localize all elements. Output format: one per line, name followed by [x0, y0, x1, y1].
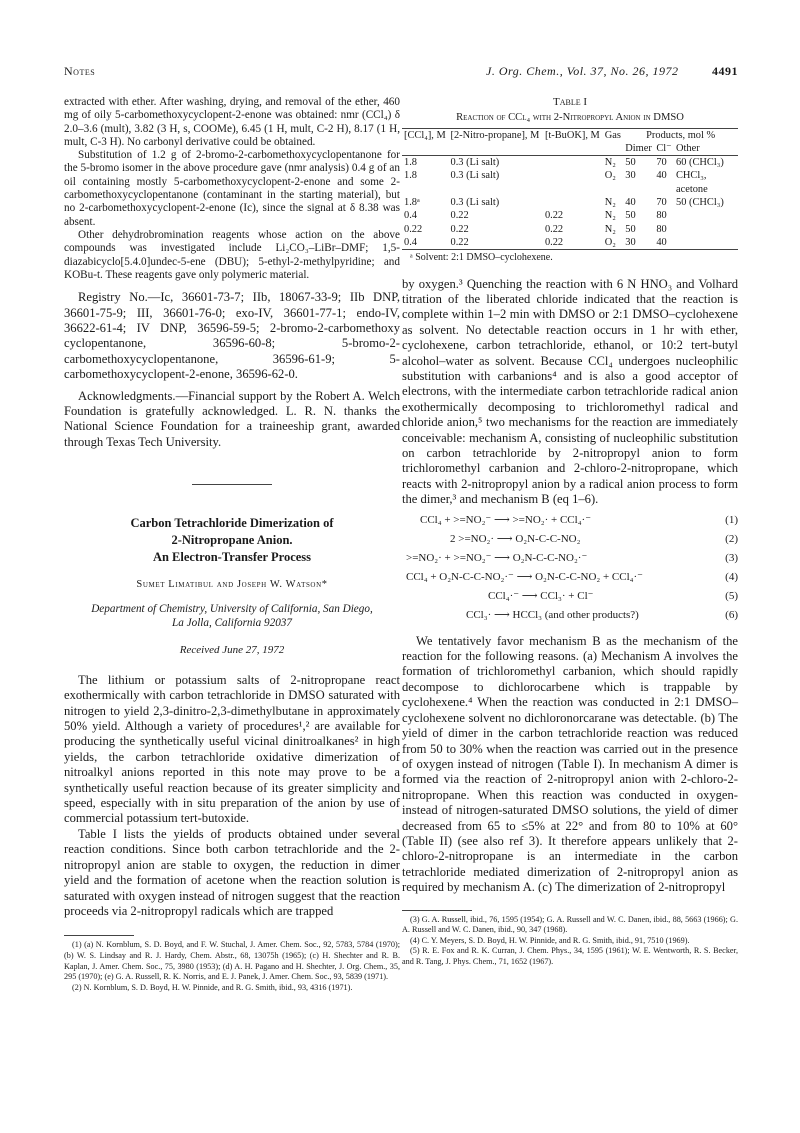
table-cell: 0.3 (Li salt) — [450, 170, 500, 182]
experimental-paragraph: extracted with ether. After washing, drying, and removal of the ether, 460 mg of oily 5-carbomethoxycyclopent-2-enone was obtained: nmr (CCl₄) δ 2.0–3.6 (mult), 3.82 (3 H, s, COOMe), 6.45 (1 H, mult, C-2 H), 8.17 (1 H, mult, C-3 H). No carbonyl derivative could be obtained. — [64, 96, 400, 148]
table-cell: 0.22 — [544, 210, 564, 222]
table-cell: 80 — [656, 223, 667, 235]
table-row — [402, 236, 738, 249]
body-paragraph: Table I lists the yields of products obtained under several reaction conditions. Since both carbon tetrachloride and the 2-nitropropyl anion are stable to oxygen, the reduction in dimer yield and the formation of acetone when the reaction solution is saturated with oxygen instead of nitrogen suggest that the reaction proceeds via 2-nitropropyl radicals which are trapped — [64, 826, 400, 918]
equations-block — [402, 514, 738, 630]
equation-number: (5) — [725, 589, 738, 602]
table-cell: N₂ — [604, 223, 616, 235]
table-cell: 40 — [656, 170, 667, 182]
experimental-paragraph: Other dehydrobromination reagents whose action on the above compounds was investigated include Li₂CO₃–LiBr–DMF; 1,5-diazabicyclo[5.4.0]undec-5-ene (DBU); 5-ethyl-2-methylpyridine; and KOBu-t. These reagents gave only polymeric material. — [64, 228, 400, 281]
article-title: Carbon Tetrachloride Dimerization of — [130, 516, 334, 531]
table-header: Products, mol % — [646, 129, 716, 141]
table-cell: 0.22 — [544, 223, 564, 235]
table-cell: 60 (CHCl₃) — [676, 157, 724, 169]
equation: CCl₄·⁻ ⟶ CCl₃· + Cl⁻ — [488, 589, 594, 602]
running-header-journal: J. Org. Chem., Vol. 37, No. 26, 1972 — [486, 64, 679, 78]
table-cell: O₂ — [604, 170, 616, 182]
table-cell: 0.22 — [450, 236, 469, 248]
table-header: Other — [676, 142, 700, 154]
table-cell: 0.22 — [544, 236, 564, 248]
table-cell — [674, 223, 738, 236]
table-cell: 70 — [656, 197, 667, 209]
table-cell: 70 — [656, 157, 667, 169]
table-cell: 0.4 — [404, 210, 417, 222]
equation: CCl₃· ⟶ HCCl₃ (and other products?) — [466, 608, 639, 621]
table-cell: 40 — [656, 236, 667, 248]
table-header: [2-Nitro-propane], M — [450, 129, 540, 141]
equation: 2 >=NO₂· ⟶ O₂N-C-C-NO₂ — [450, 532, 581, 545]
table-cell: 40 — [625, 197, 636, 209]
table-cell: 50 — [625, 210, 636, 222]
footnote: (2) N. Kornblum, S. D. Boyd, H. W. Pinnide, and R. G. Smith, ibid., 93, 4316 (1971). — [72, 982, 353, 992]
registry-numbers: Registry No.—Ic, 36601-73-7; IIb, 18067-33-9; IIb DNP, 36601-75-9; III, 36601-76-0; exo-IV, 36601-77-1; endo-IV, 36622-61-4; IV DNP, 36596-59-5; 2-bromo-2-carbomethoxy cyclopentanone, 36596-60-8; 5-bromo-2-carbomethoxycyclopentanone, 36596-61-9; 5-carbomethoxycyclopent-2-enone, 36596-62-0. — [64, 290, 400, 382]
experimental-paragraph: Substitution of 1.2 g of 2-bromo-2-carbomethoxycyclopentanone for the 5-bromo isomer in the above procedure gave (nmr analysis) 0.4 g of an oil containing mostly 5-carbomethoxycyclopent-2-enone and some 2-carbomethoxycyclopentanone (contaminant in the starting material), but no 2-carbomethoxycyclopent-2-enone (Ic), since the signal at δ 8.38 was absent. — [64, 149, 400, 228]
table-cell: 0.22 — [404, 223, 423, 235]
footnote: (1) (a) N. Kornblum, S. D. Boyd, and F. W. Stuchal, J. Amer. Chem. Soc., 92, 5783, 5784 (1970); (b) W. S. Lindsay and R. J. Hardy, Chem. Abstr., 68, 13075h (1965); (c) H. Shechter and R. B. Kaplan, J. Amer. Chem. Soc., 75, 3980 (1953); (d) A. H. Pagano and H. Shechter, J. Org. Chem., 35, 295 (1970); (e) G. A. Russell, R. K. Norris, and E. J. Panek, J. Amer. Chem. Soc., 93, 5839 (1971). — [64, 940, 400, 982]
section-divider — [192, 484, 272, 485]
right-column — [402, 96, 738, 968]
table-row — [402, 169, 738, 196]
table-header-row — [402, 129, 738, 142]
footnote: (3) G. A. Russell, ibid., 76, 1595 (1954); G. A. Russell and W. C. Danen, ibid., 88, 5663 (1966); G. A. Russell and W. C. Danen, ibid., 90, 347 (1968). — [402, 914, 738, 935]
table-cell: CHCl₃, acetone — [676, 170, 708, 195]
table-cell: 0.4 — [404, 236, 417, 248]
table-cell: 0.22 — [450, 223, 469, 235]
table-row — [402, 156, 738, 169]
table-cell — [543, 156, 603, 169]
body-paragraph: We tentatively favor mechanism B as the mechanism of the reaction for the following reasons. (a) Mechanism A involves the formation of trichloromethyl carbanion, which should rapidly decompose to dichlorocarbene which is trappable by cyclohexene.⁴ When the reaction was conducted in 2:1 DMSO–cyclohexene solvent no dichloronorcarane was detectable. (b) The yield of dimer in the carbon tetrachloride reaction was reduced from 50 to 30% when the reaction was carried out in the presence of oxygen instead of nitrogen (Table I). In mechanism A dimer is formed via the reaction of 2-nitropropyl anion with 2-chloro-2-nitropropane. When this reaction was conducted in oxygen- instead of nitrogen-saturated DMSO solutions, the yield of dimer decreased from 65 to ≤5% at 22° and from 80 to 10% at 60° (Table II) (see also ref 3). It therefore appears unlikely that 2-chloro-2-nitropropane is an intermediate in the carbon tetrachloride mediated dimerization of 2-nitropropyl anion as required by mechanism A. (c) The dimerization of 2-nitropropyl — [402, 633, 738, 895]
affiliation: Department of Chemistry, University of California, San Diego, — [91, 602, 373, 615]
table-cell: N₂ — [604, 157, 616, 169]
running-header-section: Notes — [64, 64, 96, 78]
table-row — [402, 209, 738, 222]
table-row — [402, 196, 738, 209]
table-cell — [674, 209, 738, 222]
table-cell: 30 — [625, 236, 636, 248]
table-cell: 50 (CHCl₃) — [676, 197, 724, 209]
equation: CCl₄ + O₂N-C-C-NO₂·⁻ ⟶ O₂N-C-C-NO₂ + CCl₄·⁻ — [406, 570, 643, 583]
footnote: (4) C. Y. Meyers, S. D. Boyd, H. W. Pinnide, and R. G. Smith, ibid., 91, 7510 (1969). — [410, 935, 690, 945]
equation: CCl₄ + >=NO₂⁻ ⟶ >=NO₂· + CCl₄·⁻ — [420, 513, 592, 526]
table-cell: 80 — [656, 210, 667, 222]
table-cell: 50 — [625, 223, 636, 235]
article-authors: Sumet Limatibul and Joseph W. Watson* — [136, 579, 328, 591]
table-subheader-row — [402, 142, 738, 155]
equation-number: (2) — [725, 532, 738, 545]
table-cell: 1.8 — [404, 157, 417, 169]
table-cell: 30 — [625, 170, 636, 182]
table-header: Dimer — [625, 142, 652, 154]
left-column — [64, 96, 400, 993]
table-header: Gas — [604, 129, 621, 141]
equation-number: (4) — [725, 570, 738, 583]
table-cell: 50 — [625, 157, 636, 169]
page-number: 4491 — [712, 64, 738, 78]
footnote: (5) R. E. Fox and R. K. Curran, J. Chem. Phys., 34, 1595 (1961); W. E. Wentworth, R. S. Becker, and R. Tang, J. Phys. Chem., 71, 1652 (1967). — [402, 946, 738, 966]
affiliation: La Jolla, California 92037 — [172, 616, 292, 629]
footnote-rule — [64, 935, 134, 936]
equation-number: (1) — [725, 513, 738, 526]
footnote-rule — [402, 910, 472, 911]
acknowledgments: Acknowledgments.—Financial support by the Robert A. Welch Foundation is gratefully acknowledged. L. R. N. thanks the National Science Foundation for a traineeship grant, awarded through Texas Tech University. — [64, 388, 400, 449]
table-cell — [543, 169, 603, 196]
table-row — [402, 223, 738, 236]
table-cell: 1.8 — [404, 170, 417, 182]
equation-number: (6) — [725, 608, 738, 621]
table-cell: N₂ — [604, 197, 616, 209]
table-cell — [674, 236, 738, 249]
table-header: Cl⁻ — [656, 142, 672, 154]
equation-number: (3) — [725, 551, 738, 564]
body-paragraph: by oxygen.³ Quenching the reaction with 6 N HNO₃ and Volhard titration of the liberated chloride indicated that the reaction is complete within 1–2 min with DMSO or 2:1 DMSO–cyclohexene as solvent. No detectable reaction occurs in 1 hr with ether, cyclohexene, carbon tetrachloride, ethanol, or 10:2 tert-butyl alcohol–water as solvent. Because CCl₄ undergoes nucleophilic substitution with carbanions⁴ and is also a good acceptor of electrons, with the intermediate carbon tetrachloride radical anion exothermically decomposing to trichloromethyl radical and chloride anion,⁵ two mechanisms for the reaction are immediately conceivable: mechanism A, consisting of nucleophilic substitution on carbon tetrachloride by 2-nitropropyl anion to form trichloromethyl carbanion and 2-chloro-2-nitropropane, which reacts with 2-nitropropyl anion by a radical anion process to form the dimer,³ and mechanism B (eq 1–6). — [402, 276, 738, 507]
table-cell — [543, 196, 603, 209]
table-cell: O₂ — [604, 236, 616, 248]
body-paragraph: The lithium or potassium salts of 2-nitropropane react exothermically with carbon tetrachloride in DMSO saturated with nitrogen to yield 2,3-dinitro-2,3-dimethylbutane in approximately 50% yield. Although a variety of procedures¹,² are available for producing the synthetically useful vicinal dinitroalkanes² in high yields, the carbon tetrachloride oxidative dimerization of nitroalkyl anions reported in this note may prove to be a synthetically useful reaction because of its greater simplicity and speed, especially with in situ preparation of the anion by use of commercial potassium tert-butoxide. — [64, 672, 400, 826]
table-cell: 0.22 — [450, 210, 469, 222]
table-footnote: ᵃ Solvent: 2:1 DMSO–cyclohexene. — [410, 252, 553, 264]
table-cell: 0.3 (Li salt) — [450, 197, 500, 209]
table-header: [CCl₄], M — [404, 129, 446, 141]
table-label: Table I — [552, 96, 588, 108]
table-header: [t-BuOK], M — [544, 129, 600, 141]
received-date: Received June 27, 1972 — [179, 643, 285, 656]
table-cell: 1.8ᵃ — [404, 197, 420, 209]
table-caption: Reaction of CCl₄ with 2-Nitropropyl Anion in DMSO — [456, 112, 684, 124]
table-cell: N₂ — [604, 210, 616, 222]
table-1 — [402, 129, 738, 251]
article-title: An Electron-Transfer Process — [152, 550, 312, 565]
equation: >=NO₂· + >=NO₂⁻ ⟶ O₂N-C-C-NO₂·⁻ — [406, 551, 588, 564]
table-cell: 0.3 (Li salt) — [450, 157, 500, 169]
article-title: 2-Nitropropane Anion. — [171, 533, 293, 548]
